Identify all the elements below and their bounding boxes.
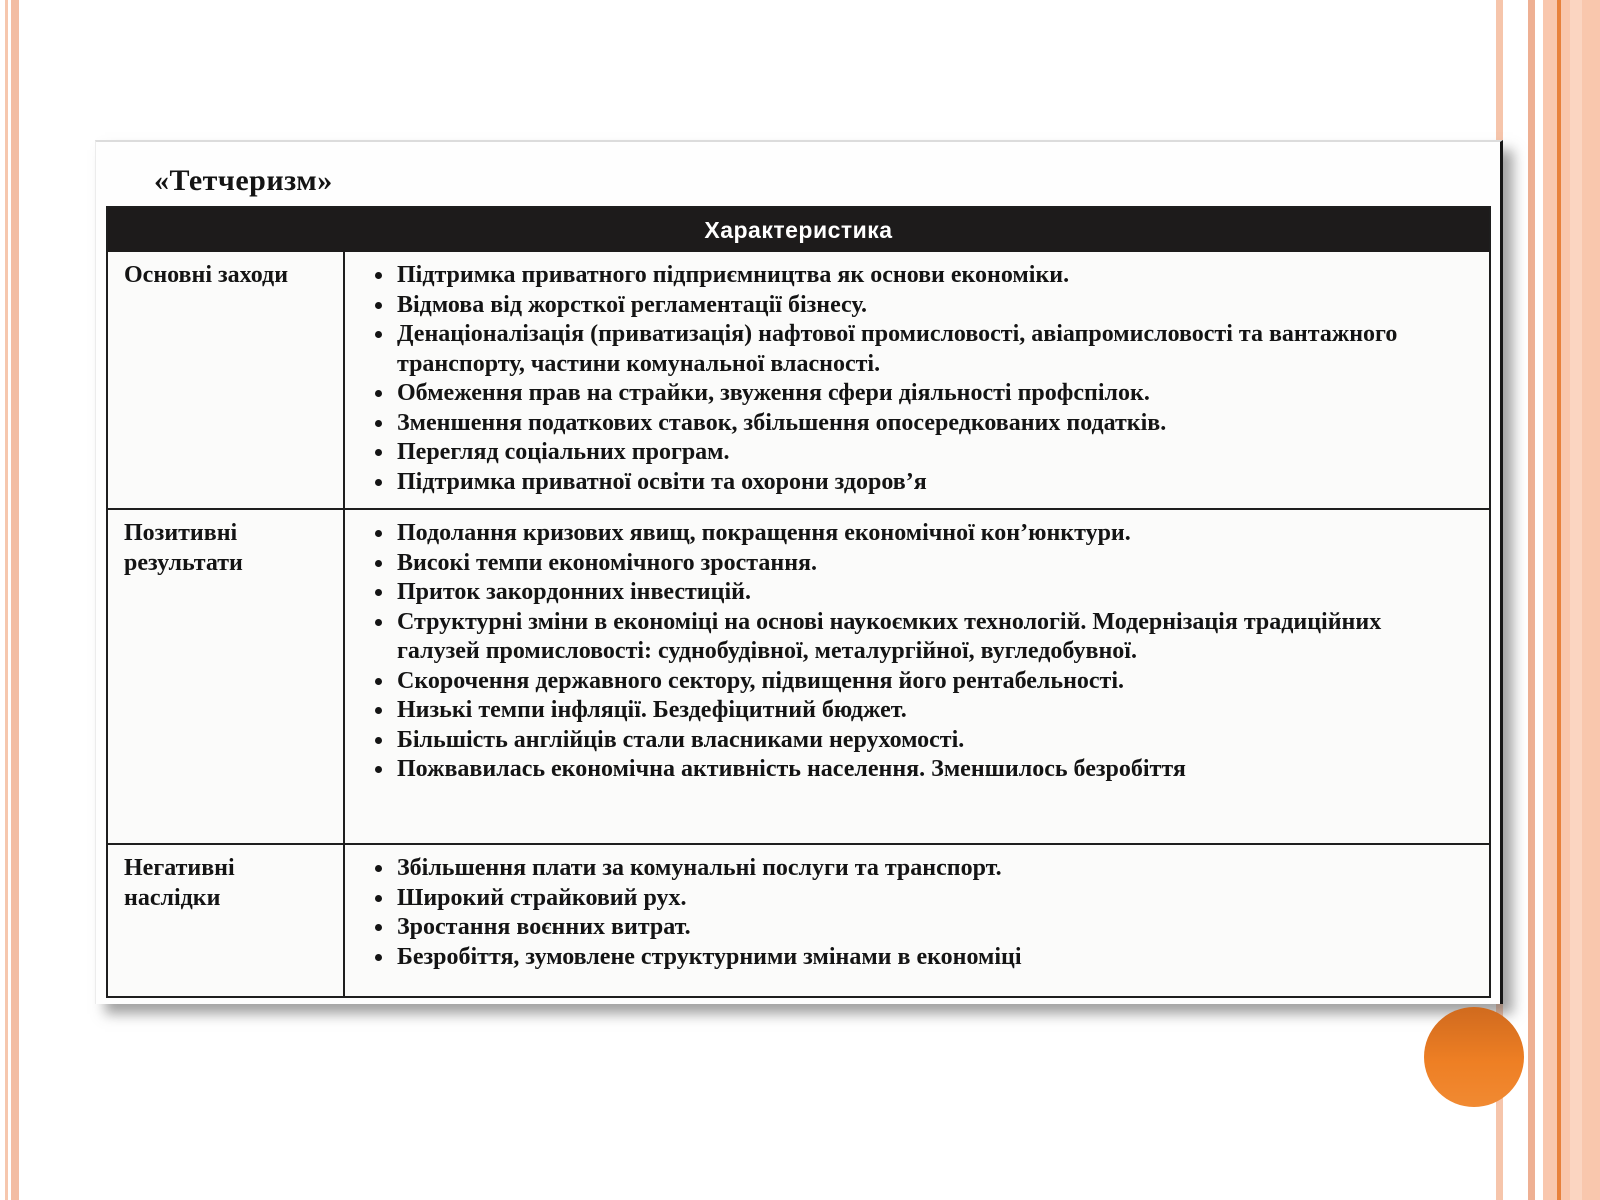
bullet-list <box>345 510 1489 793</box>
row-items <box>345 845 1489 996</box>
row-label: Негативні наслідки <box>108 845 345 996</box>
row-label: Основні заходи <box>108 252 345 508</box>
bullet-item: • Збільшення плати за комунальні послуги та транспорт. <box>395 854 1459 884</box>
bullet-list <box>345 252 1489 505</box>
bullet-item: • Скорочення державного сектору, підвищення його рентабельності. <box>395 667 1459 697</box>
right-band-dark-line <box>1557 0 1561 1200</box>
left-thin-stripe-decoration <box>5 0 8 1200</box>
table-row <box>108 843 1489 996</box>
bullet-item: • Підтримка приватного підприємництва як основи економіки. <box>395 261 1459 291</box>
bullet-item: • Структурні зміни в економіці на основі наукоємких технологій. Модернізація традиційних галузей промисловості: суднобудівної, металургійної, вугледобувної. <box>395 608 1459 667</box>
bullet-item: • Зростання воєнних витрат. <box>395 913 1459 943</box>
left-wide-stripe-decoration <box>11 0 19 1200</box>
bullet-item: • Зменшення податкових ставок, збільшення опосередкованих податків. <box>395 409 1459 439</box>
row-items <box>345 252 1489 508</box>
bullet-item: • Підтримка приватної освіти та охорони здоров’я <box>395 468 1459 498</box>
bullet-item: • Відмова від жорсткої регламентації бізнесу. <box>395 291 1459 321</box>
bullet-item: • Денаціоналізація (приватизація) нафтової промисловості, авіапромисловості та вантажного транспорту, частини комунальної власності. <box>395 320 1459 379</box>
bullet-item: • Перегляд соціальних програм. <box>395 438 1459 468</box>
table-row <box>108 252 1489 508</box>
bullet-item: • Більшість англійців стали власниками нерухомості. <box>395 726 1459 756</box>
bullet-item: • Пожвавилась економічна активність населення. Зменшилось безробіття <box>395 755 1459 785</box>
table-row <box>108 508 1489 843</box>
bullet-item: • Подолання кризових явищ, покращення економічної кон’юнктури. <box>395 519 1459 549</box>
table-body <box>108 252 1489 996</box>
scanned-page <box>95 140 1503 1004</box>
orange-circle-decoration <box>1424 1007 1524 1107</box>
bullet-item: • Безробіття, зумовлене структурними змінами в економіці <box>395 943 1459 973</box>
bullet-item: • Приток закордонних інвестицій. <box>395 578 1459 608</box>
row-label: Позитивні результати <box>108 510 345 843</box>
right-band-decoration <box>1543 0 1600 1200</box>
thatcherism-table <box>106 206 1491 998</box>
bullet-item: • Широкий страйковий рух. <box>395 884 1459 914</box>
bullet-list <box>345 845 1489 980</box>
right-band-light-line <box>1570 0 1582 1200</box>
bullet-item: • Обмеження прав на страйки, звуження сфери діяльності профспілок. <box>395 379 1459 409</box>
right-mid-stripe-decoration <box>1528 0 1535 1200</box>
page-title: «Тетчеризм» <box>154 164 333 197</box>
bullet-item: • Високі темпи економічного зростання. <box>395 549 1459 579</box>
table-header: Характеристика <box>108 208 1489 252</box>
row-items <box>345 510 1489 843</box>
bullet-item: • Низькі темпи інфляції. Бездефіцитний бюджет. <box>395 696 1459 726</box>
